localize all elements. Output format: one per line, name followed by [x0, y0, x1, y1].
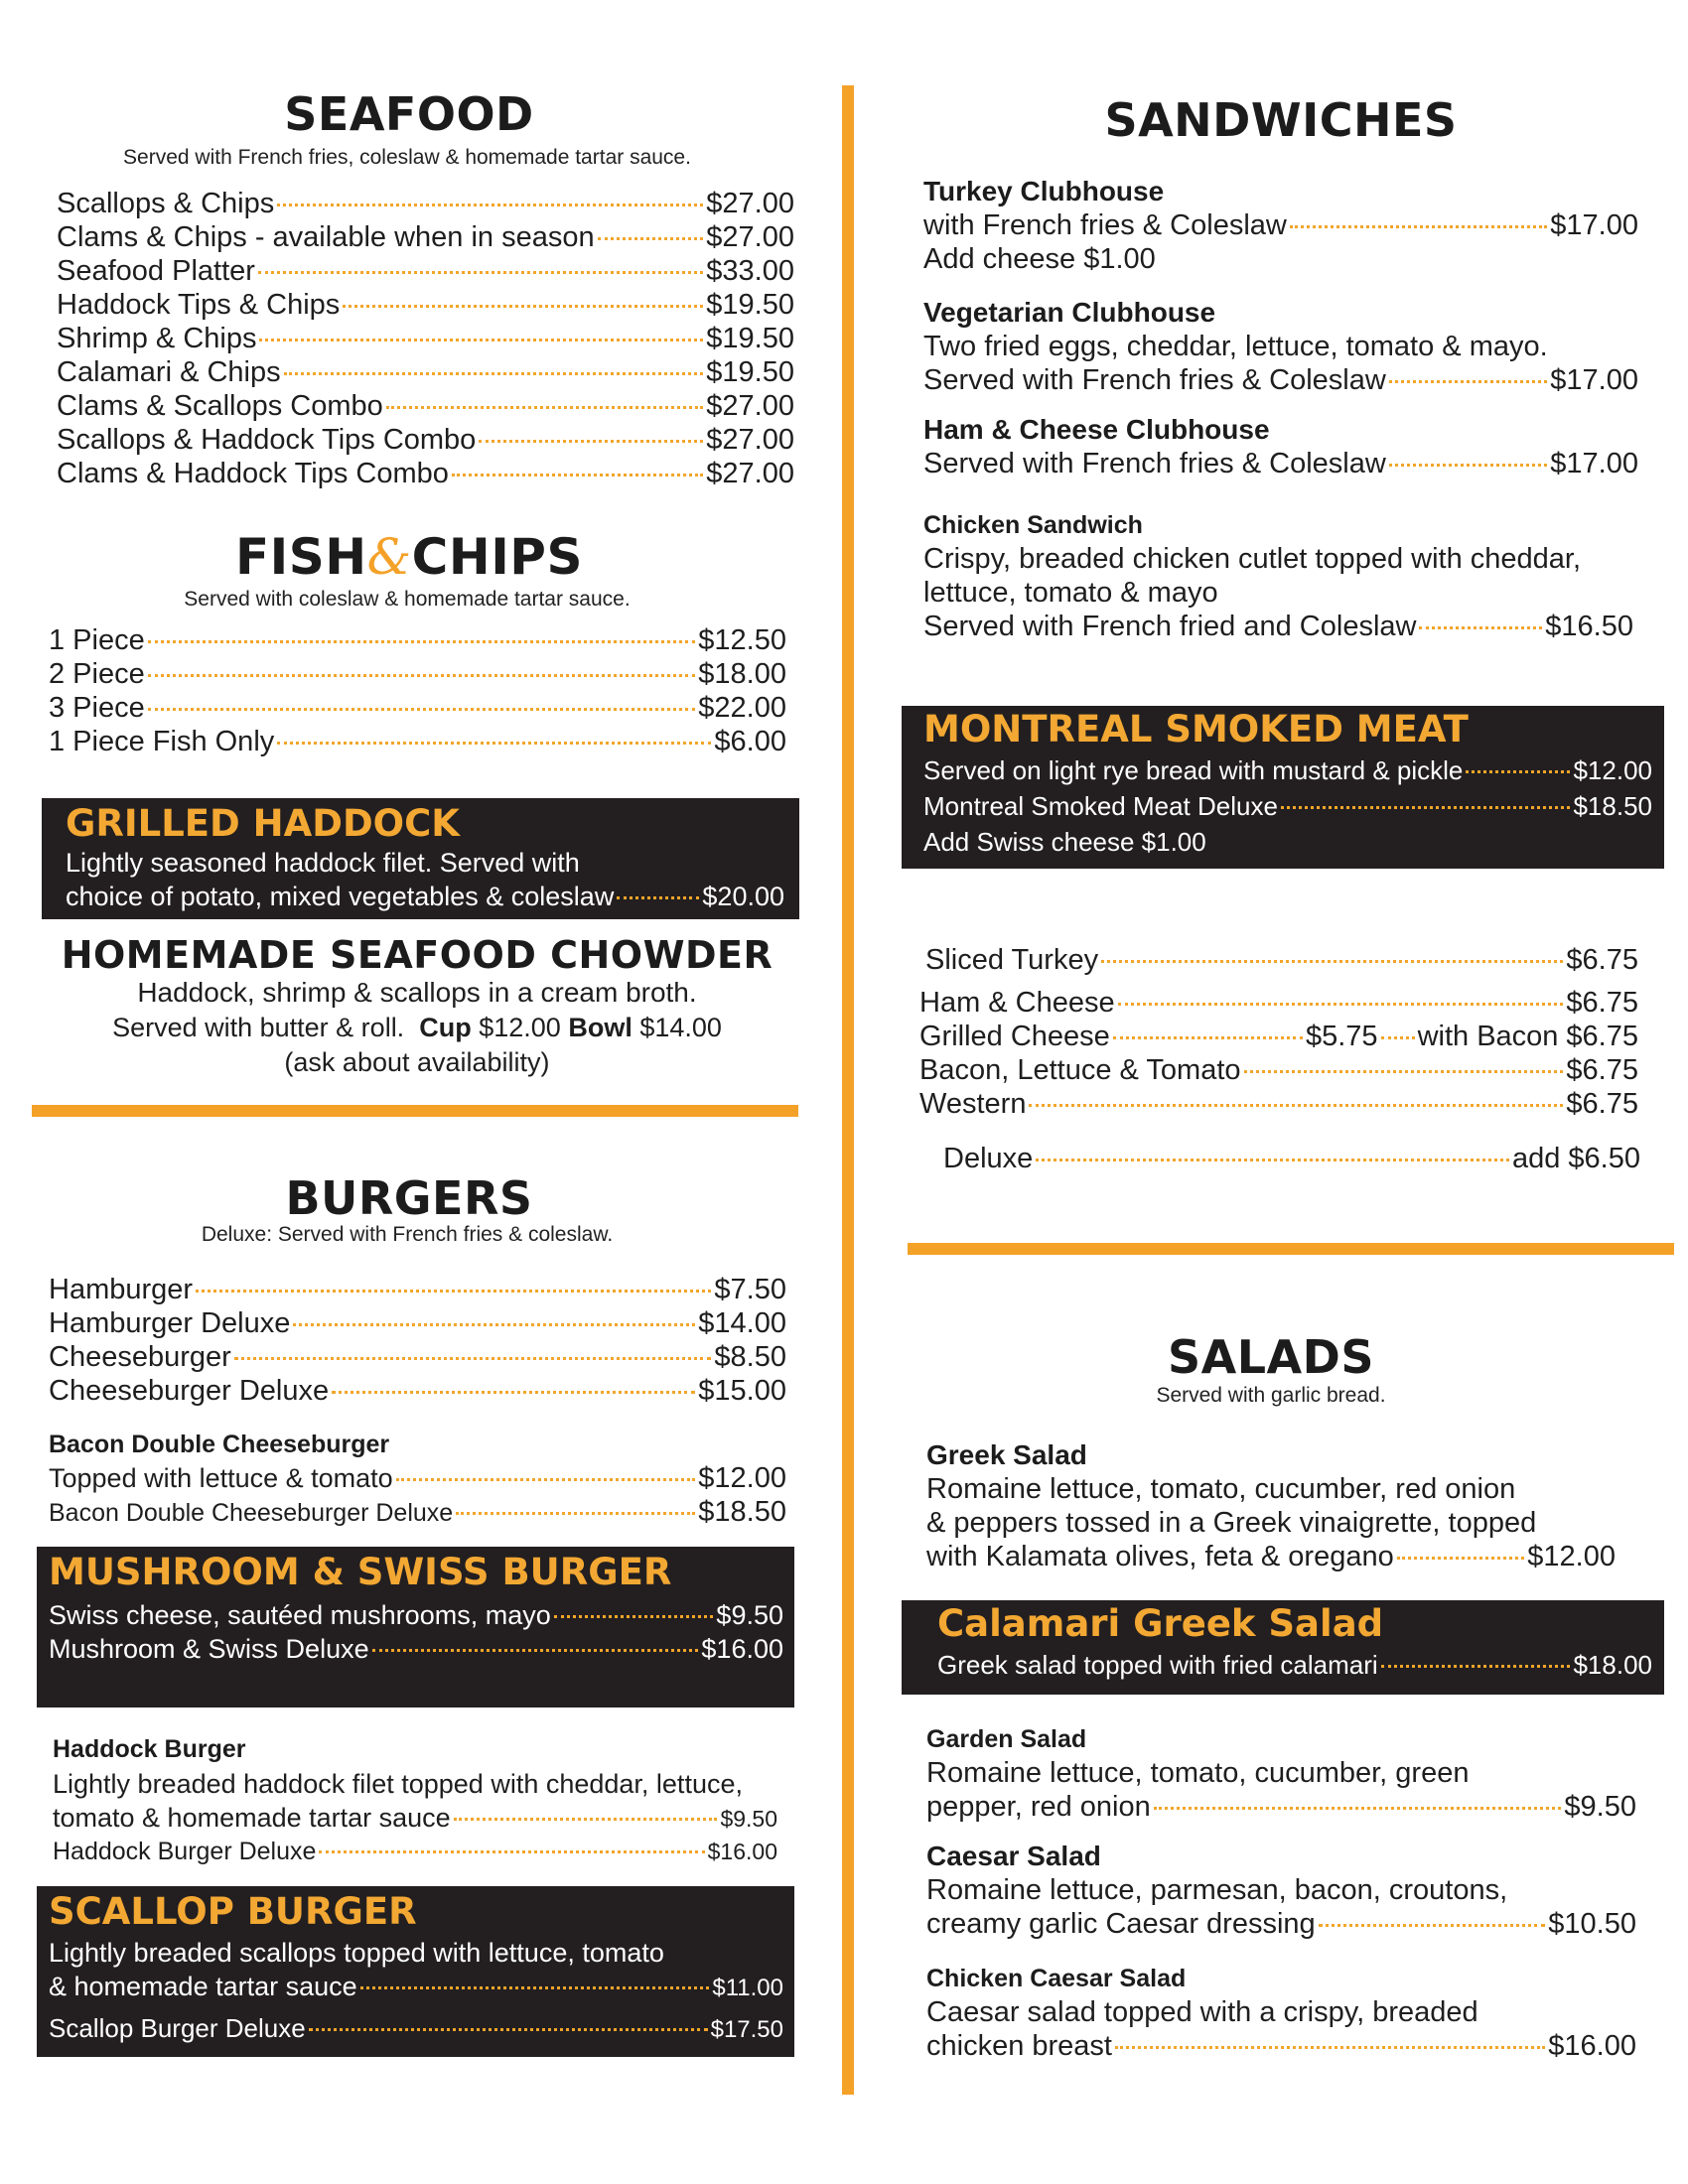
grilled-haddock-title: GRILLED HADDOCK	[66, 802, 460, 845]
menu-row: Hamburger Deluxe $14.00	[49, 1307, 786, 1339]
chicken-caesar-title: Chicken Caesar Salad	[926, 1965, 1187, 1992]
menu-row: Topped with lettuce & tomato $12.00	[49, 1462, 786, 1494]
caesar-salad-desc: Romaine lettuce, parmesan, bacon, croutons,	[926, 1874, 1508, 1906]
menu-row: Haddock Tips & Chips $19.50	[57, 289, 794, 321]
greek-salad-title: Greek Salad	[926, 1439, 1087, 1470]
menu-row: Hamburger $7.50	[49, 1274, 786, 1305]
menu-row: Served with French fries & Coleslaw $17.00	[923, 364, 1638, 396]
chowder-note: (ask about availability)	[284, 1047, 550, 1077]
menu-row: Montreal Smoked Meat Deluxe $18.50	[923, 791, 1652, 821]
menu-row: 1 Piece Fish Only $6.00	[49, 726, 786, 757]
menu-row: Scallops & Haddock Tips Combo $27.00	[57, 424, 794, 456]
scallop-burger-desc: Lightly breaded scallops topped with lettuce, tomato	[49, 1938, 664, 1968]
grilled-haddock-box	[42, 798, 799, 919]
section-divider	[908, 1243, 1674, 1255]
menu-row: Served on light rye bread with mustard & pickle $12.00	[923, 755, 1652, 785]
calamari-salad-box	[902, 1600, 1664, 1695]
simple-sandwich-list-2	[919, 986, 1638, 1121]
menu-row: creamy garlic Caesar dressing $10.50	[926, 1908, 1636, 1940]
menu-row: with French fries & Coleslaw $17.00	[923, 209, 1638, 241]
seafood-list	[57, 187, 794, 490]
fish-chips-list	[49, 623, 786, 758]
caesar-salad-title: Caesar Salad	[926, 1841, 1101, 1871]
sandwiches-title: SANDWICHES	[1104, 93, 1458, 147]
menu-row: Clams & Haddock Tips Combo $27.00	[57, 458, 794, 489]
menu-row: Served with French fries & Coleslaw $17.00	[923, 448, 1638, 479]
bacon-burger-title: Bacon Double Cheeseburger	[49, 1431, 390, 1458]
mushroom-list	[49, 1598, 783, 1666]
menu-row: Scallop Burger Deluxe $17.50	[49, 2013, 783, 2043]
chowder-title: HOMEMADE SEAFOOD CHOWDER	[61, 933, 774, 977]
chicken-sandwich-desc: lettuce, tomato & mayo	[923, 577, 1218, 609]
haddock-burger-desc: Lightly breaded haddock filet topped with cheddar, lettuce,	[53, 1769, 743, 1799]
menu-row: Swiss cheese, sautéed mushrooms, mayo $9.50	[49, 1600, 783, 1630]
salads-title: SALADS	[1168, 1330, 1374, 1384]
menu-row: 1 Piece $12.50	[49, 624, 786, 656]
fish-chips-subtitle: Served with coleslaw & homemade tartar sauce.	[184, 588, 631, 611]
menu-row: tomato & homemade tartar sauce $9.50	[53, 1803, 777, 1833]
chowder-sizes: Served with butter & roll. Cup $12.00 Bowl $14.00	[112, 1013, 722, 1042]
garden-salad-desc: Romaine lettuce, tomato, cucumber, green	[926, 1757, 1470, 1789]
menu-row: Mushroom & Swiss Deluxe $16.00	[49, 1634, 783, 1664]
menu-row: Served with French fried and Coleslaw $16.50	[923, 611, 1633, 642]
smoked-meat-title: MONTREAL SMOKED MEAT	[923, 708, 1469, 751]
menu-row: Ham & Cheese $6.75	[919, 987, 1638, 1019]
haddock-burger-title: Haddock Burger	[53, 1735, 246, 1763]
menu-row: with Kalamata olives, feta & oregano $12.00	[926, 1541, 1616, 1572]
smoked-meat-extra: Add Swiss cheese $1.00	[923, 827, 1206, 857]
column-divider	[842, 85, 854, 2095]
menu-row: Cheeseburger Deluxe $15.00	[49, 1375, 786, 1407]
chicken-caesar-row	[926, 2029, 1636, 2063]
scallop-burger-list	[49, 1970, 783, 2045]
salads-subtitle: Served with garlic bread.	[1156, 1384, 1386, 1407]
garden-salad-title: Garden Salad	[926, 1725, 1087, 1753]
scallop-burger-box	[37, 1886, 794, 2057]
mushroom-swiss-title: MUSHROOM & SWISS BURGER	[49, 1551, 672, 1593]
burgers-subtitle: Deluxe: Served with French fries & coleslaw.	[201, 1223, 614, 1246]
fish-chips-title: FISH&CHIPS	[235, 528, 583, 586]
burgers-title: BURGERS	[285, 1171, 533, 1225]
simple-sandwich-list	[925, 943, 1638, 977]
menu-row: Haddock Burger Deluxe $16.00	[53, 1838, 777, 1865]
turkey-extra: Add cheese $1.00	[923, 243, 1156, 275]
menu-row: Calamari & Chips $19.50	[57, 356, 794, 388]
chowder-desc: Haddock, shrimp & scallops in a cream broth.	[137, 977, 697, 1008]
menu-row: Sliced Turkey $6.75	[925, 944, 1638, 976]
menu-row: pepper, red onion $9.50	[926, 1791, 1636, 1823]
menu-row: Bacon, Lettuce & Tomato $6.75	[919, 1054, 1638, 1086]
greek-salad-desc: & peppers tossed in a Greek vinaigrette, topped	[926, 1507, 1537, 1539]
haddock-burger-list	[53, 1801, 777, 1868]
greek-salad-desc: Romaine lettuce, tomato, cucumber, red onion	[926, 1473, 1516, 1505]
menu-row: Cheeseburger $8.50	[49, 1341, 786, 1373]
grilled-haddock-desc: Lightly seasoned haddock filet. Served with	[66, 848, 580, 878]
seafood-subtitle: Served with French fries, coleslaw & homemade tartar sauce.	[123, 146, 691, 169]
menu-row: Shrimp & Chips $19.50	[57, 323, 794, 354]
vegetarian-desc: Two fried eggs, cheddar, lettuce, tomato & mayo.	[923, 331, 1548, 362]
mushroom-swiss-box	[37, 1547, 794, 1707]
menu-row: Deluxe add $6.50	[943, 1143, 1640, 1174]
caesar-salad-row	[926, 1907, 1636, 1941]
menu-row: 3 Piece $22.00	[49, 692, 786, 724]
menu-row: Clams & Scallops Combo $27.00	[57, 390, 794, 422]
smoked-meat-list	[923, 753, 1652, 825]
smoked-meat-box	[902, 706, 1664, 869]
menu-row: Grilled Cheese $5.75 with Bacon $6.75	[919, 1021, 1638, 1052]
menu-row: Clams & Chips - available when in season $27.00	[57, 221, 794, 253]
menu-row: choice of potato, mixed vegetables & coleslaw $20.00	[66, 882, 784, 911]
chicken-caesar-desc: Caesar salad topped with a crispy, breaded	[926, 1996, 1478, 2028]
chicken-sandwich-title: Chicken Sandwich	[923, 511, 1143, 539]
burgers-list	[49, 1273, 786, 1408]
menu-row: & homemade tartar sauce $11.00	[49, 1972, 783, 2001]
vegetarian-row	[923, 363, 1638, 397]
menu-row: Western $6.75	[919, 1088, 1638, 1120]
chicken-sandwich-row	[923, 610, 1633, 643]
menu-row: Seafood Platter $33.00	[57, 255, 794, 287]
menu-row: chicken breast $16.00	[926, 2030, 1636, 2062]
menu-row: Bacon Double Cheeseburger Deluxe $18.50	[49, 1496, 786, 1528]
menu-row: 2 Piece $18.00	[49, 658, 786, 690]
turkey-clubhouse-title: Turkey Clubhouse	[923, 176, 1165, 206]
vegetarian-clubhouse-title: Vegetarian Clubhouse	[923, 297, 1216, 328]
calamari-row	[937, 1648, 1652, 1682]
turkey-clubhouse-row	[923, 208, 1638, 242]
chicken-sandwich-desc: Crispy, breaded chicken cutlet topped with cheddar,	[923, 543, 1582, 575]
section-divider	[32, 1105, 798, 1117]
seafood-title: SEAFOOD	[284, 87, 534, 141]
menu-row: Greek salad topped with fried calamari $18.00	[937, 1650, 1652, 1680]
garden-salad-row	[926, 1790, 1636, 1824]
scallop-burger-title: SCALLOP BURGER	[49, 1890, 417, 1933]
ham-clubhouse-title: Ham & Cheese Clubhouse	[923, 414, 1270, 445]
ham-clubhouse-row	[923, 447, 1638, 480]
deluxe-row-wrap	[943, 1142, 1640, 1175]
calamari-salad-title: Calamari Greek Salad	[937, 1602, 1384, 1645]
bacon-burger-list	[49, 1461, 786, 1529]
menu-row: Scallops & Chips $27.00	[57, 188, 794, 219]
greek-salad-row	[926, 1540, 1616, 1573]
